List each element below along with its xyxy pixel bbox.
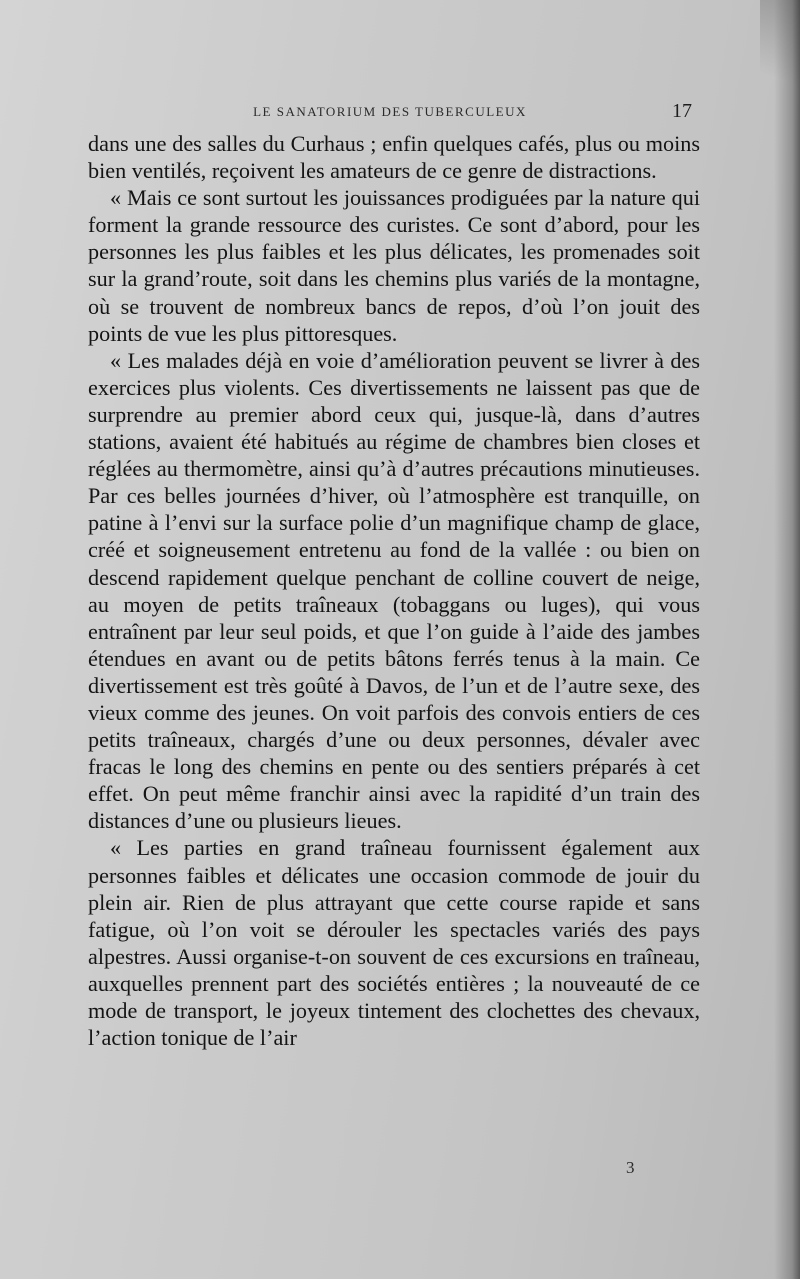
- paragraph-3: « Les malades déjà en voie d’amélioration peuvent se livrer à des exercices plus violents. Ces divertissements ne laissent pas que de surprendre au premier abord ceux qui, jusque-là, dans d’autres stations, avaient été habitués au régime de chambres bien closes et réglées au thermomètre, ainsi qu’à d’autres précautions minutieuses. Par ces belles journées d’hiver, où l’atmosphère est tranquille, on patine à l’envi sur la surface polie d’un magnifique champ de glace, créé et soigneusement entretenu au fond de la vallée : ou bien on descend rapidement quelque penchant de colline couvert de neige, au moyen de petits traîneaux (tobaggans ou luges), qui vous entraînent par leur seul poids, et que l’on guide à l’aide des jambes étendues en avant ou de petits bâtons ferrés tenus à la main. Ce divertissement est très goûté à Davos, de l’un et de l’autre sexe, des vieux comme des jeunes. On voit parfois des convois entiers de ces petits traîneaux, chargés d’une ou deux personnes, dévaler avec fracas le long des chemins en pente ou des sentiers préparés à cet effet. On peut même franchir ainsi avec la rapidité d’un train des distances d’une ou plusieurs lieues.: [88, 347, 700, 834]
- signature-mark: 3: [626, 1158, 635, 1177]
- page-header: [80, 100, 700, 128]
- page-edge-shadow: [774, 0, 800, 1279]
- paragraph-1: dans une des salles du Curhaus ; enfin quelques cafés, plus ou moins bien ventilés, reçoivent les amateurs de ce genre de distractions.: [88, 131, 700, 184]
- page-number: 17: [672, 100, 692, 122]
- paragraph-2: « Mais ce sont surtout les jouissances prodiguées par la nature qui forment la grande ressource des curistes. Ce sont d’abord, pour les personnes les plus faibles et les plus délicates, les promenades soit sur la grand’route, soit dans les chemins plus variés de la montagne, où se trouvent de nombreux bancs de repos, d’où l’on jouit des points de vue les plus pittoresques.: [88, 185, 700, 346]
- body-text: [88, 130, 700, 1051]
- running-head: LE SANATORIUM DES TUBERCULEUX: [253, 104, 527, 119]
- paragraph-4: « Les parties en grand traîneau fournissent également aux personnes faibles et délicates une occasion commode de jouir du plein air. Rien de plus attrayant que cette course rapide et sans fatigue, où l’on voit se dérouler les spectacles variés des pays alpestres. Aussi organise-t-on souvent de ces excursions en traîneau, auxquelles prennent part des sociétés entières ; la nouveauté de ce mode de transport, le joyeux tintement des clochettes des chevaux, l’action tonique de l’air: [88, 835, 700, 1051]
